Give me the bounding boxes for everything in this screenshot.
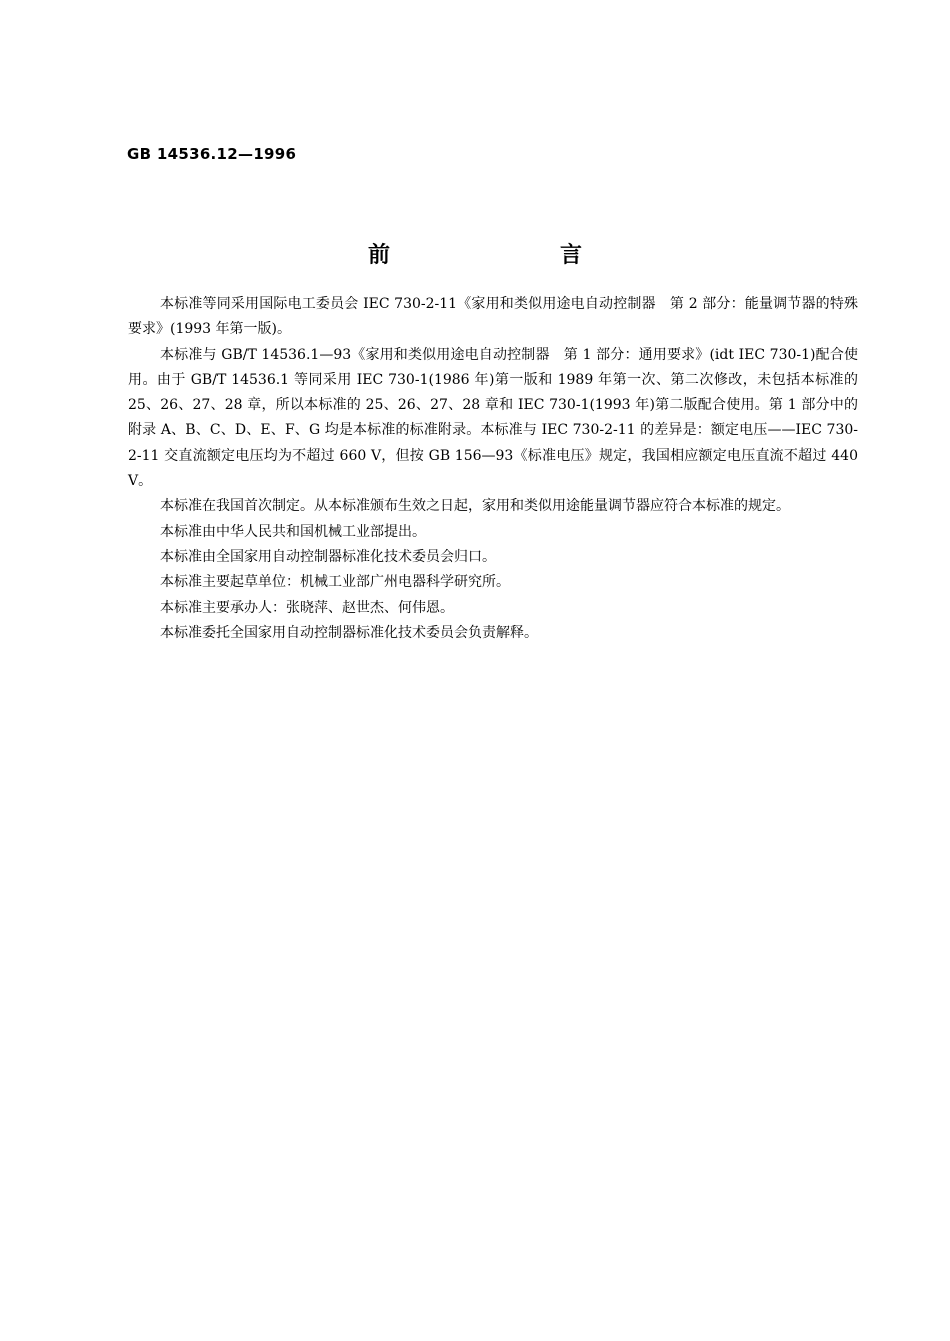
paragraph-relationship: 本标准与 GB/T 14536.1—93《家用和类似用途电自动控制器 第 1 部分：通用要求》(idt IEC 730-1)配合使用。由于 GB/T 14536.1 等同采用 IEC 730-1(1986 年)第一版和 1989 年第一次、第二次修改，未包括本标准的 25、26、27、28 章，所以本标准的 25、26、27、28 章和 IEC 730-1(1993 年)第二版配合使用。第 1 部分中的附录 A、B、C、D、E、F、G 均是本标准的标准附录。本标准与 IEC 730-2-11 的差异是：额定电压——IEC 730-2-11 交直流额定电压均为不超过 660 V，但按 GB 156—93《标准电压》规定，我国相应额定电压直流不超过 440 V。	[128, 346, 858, 490]
paragraph-first-issue: 本标准在我国首次制定。从本标准颁布生效之日起，家用和类似用途能量调节器应符合本标准的规定。	[160, 498, 790, 515]
paragraph-drafting-unit: 本标准主要起草单位：机械工业部广州电器科学研究所。	[160, 574, 510, 591]
foreword-body	[128, 292, 858, 646]
paragraph-adoption: 本标准等同采用国际电工委员会 IEC 730-2-11《家用和类似用途电自动控制器 第 2 部分：能量调节器的特殊要求》(1993 年第一版)。	[128, 296, 858, 338]
paragraph-interpretation: 本标准委托全国家用自动控制器标准化技术委员会负责解释。	[160, 624, 538, 641]
page-title: 前 言	[367, 243, 656, 268]
paragraph-proposer: 本标准由中华人民共和国机械工业部提出。	[160, 523, 426, 540]
paragraph-drafters: 本标准主要承办人：张晓萍、赵世杰、何伟恩。	[160, 599, 454, 616]
standard-number-header: GB 14536.12—1996	[127, 145, 297, 163]
paragraph-centralized: 本标准由全国家用自动控制器标准化技术委员会归口。	[160, 548, 496, 565]
